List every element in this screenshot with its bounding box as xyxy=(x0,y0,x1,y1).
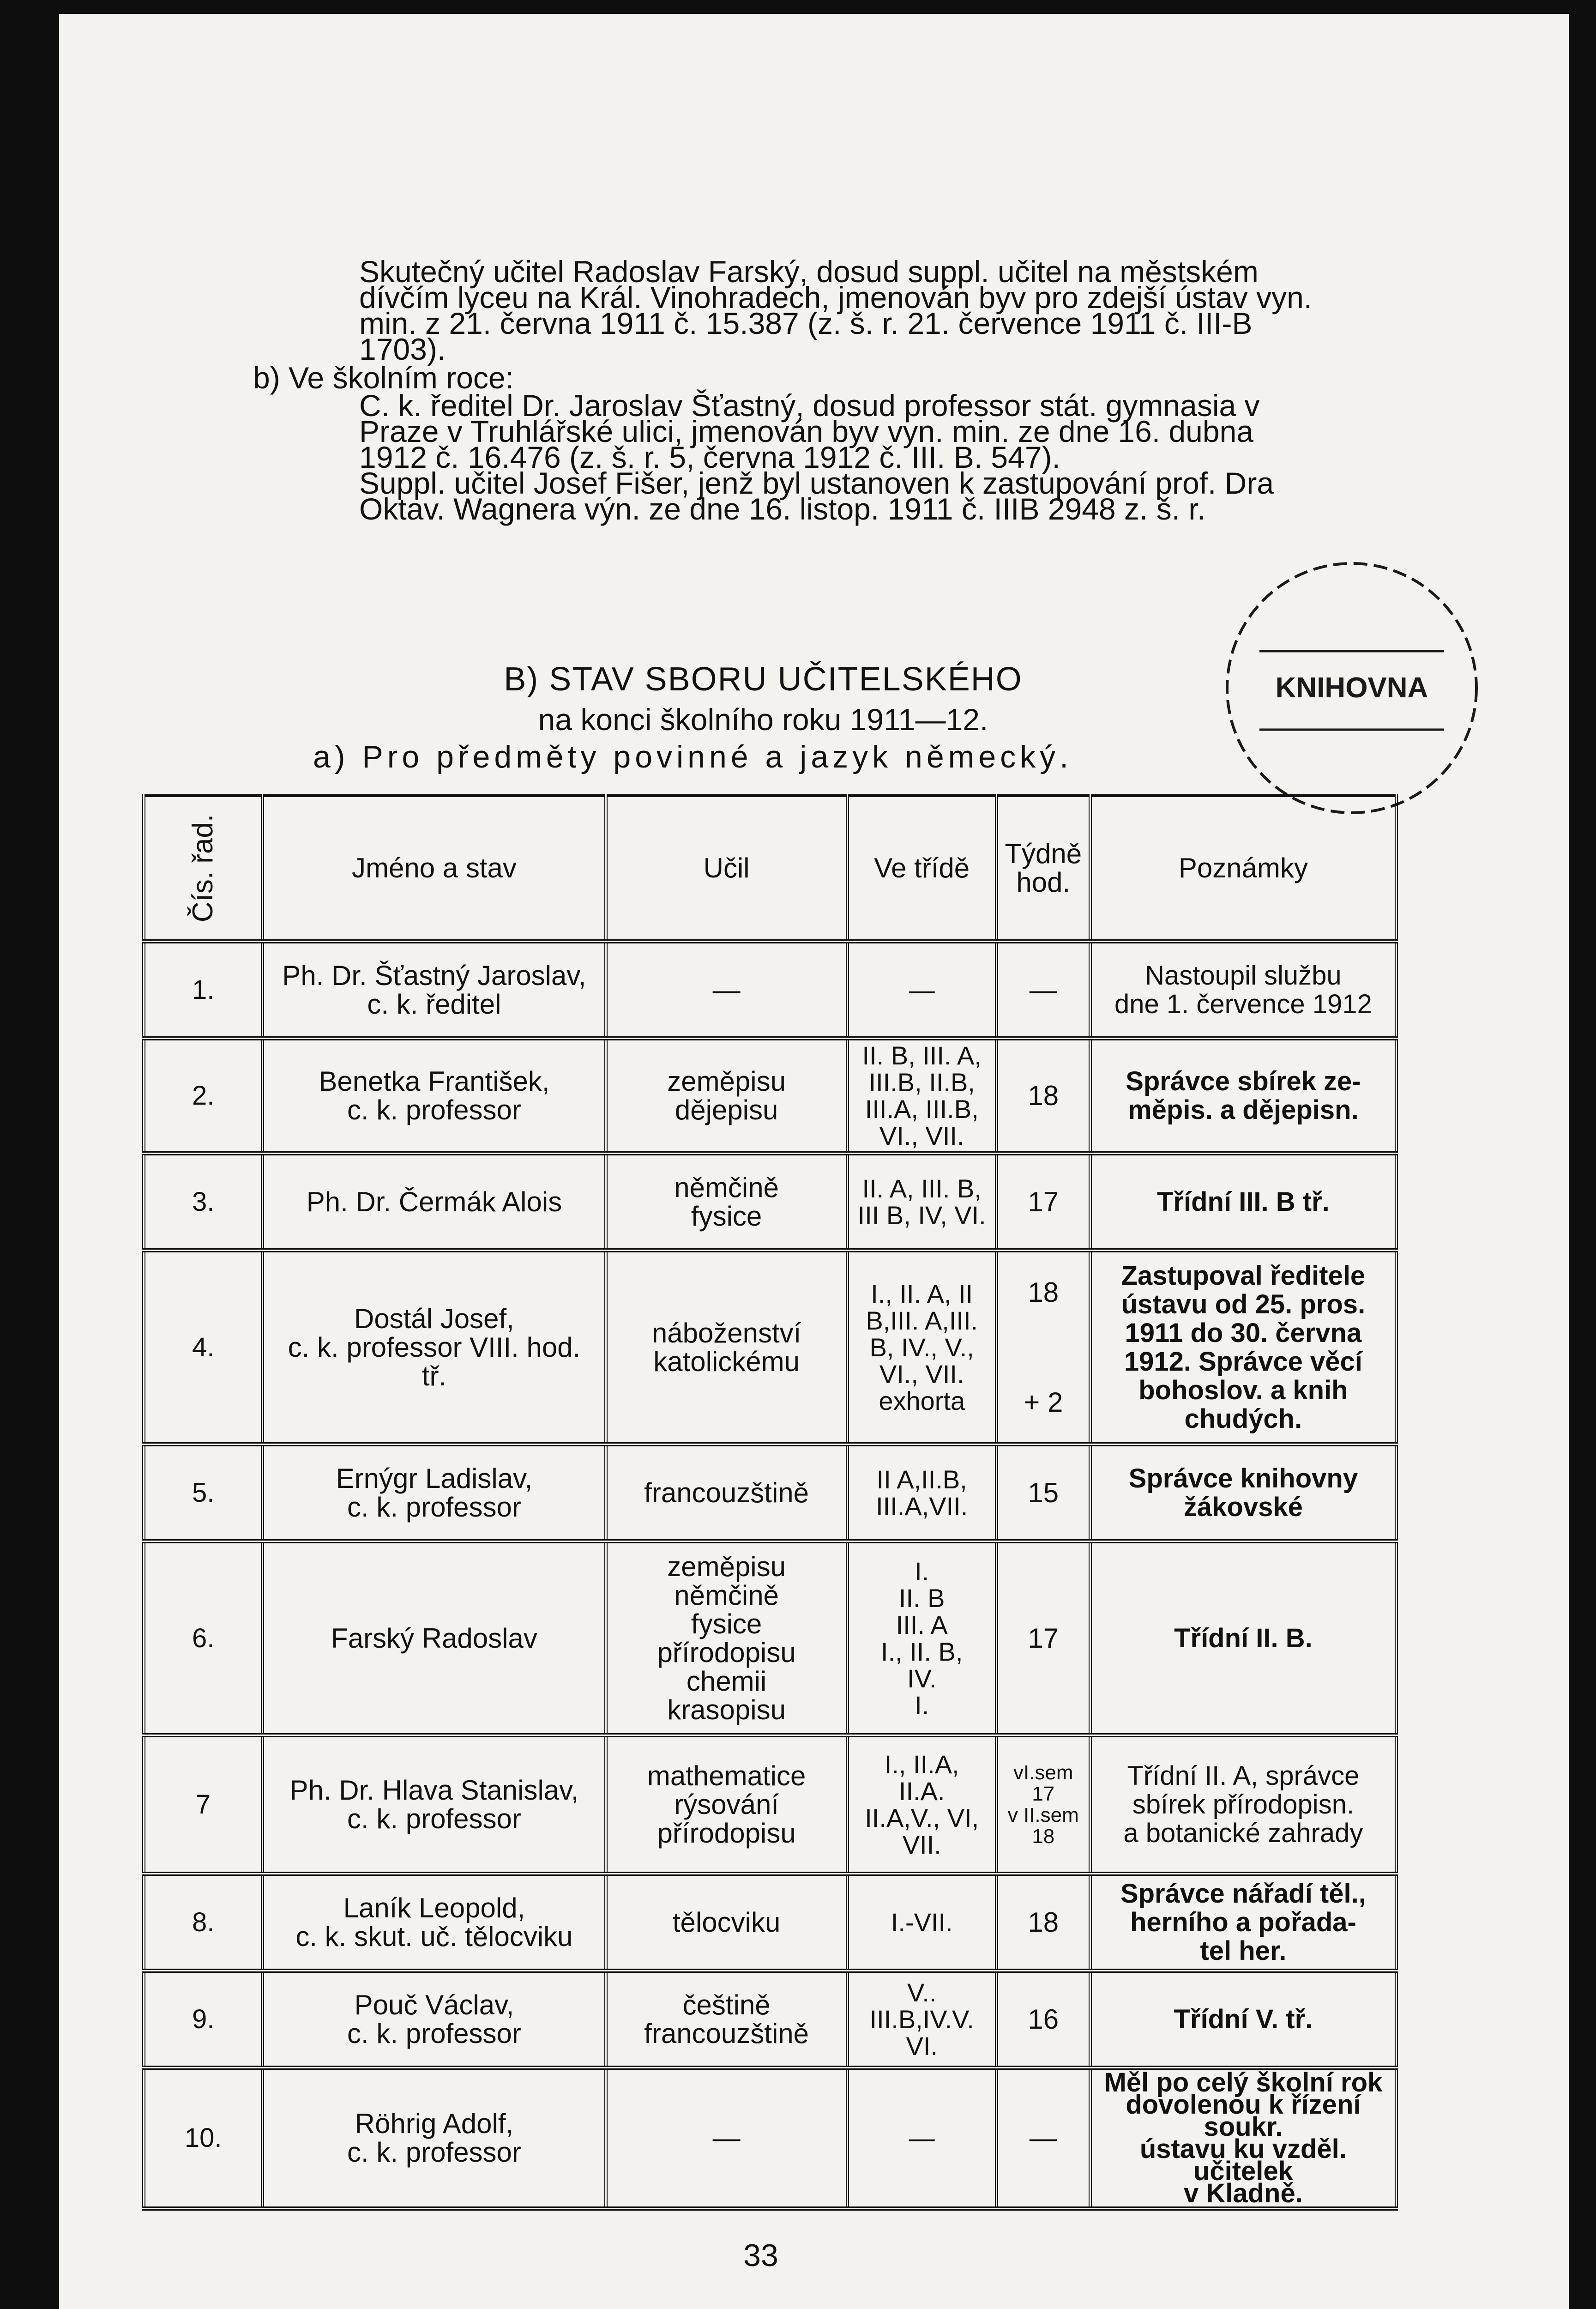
header-subject: Učil xyxy=(606,796,847,942)
row-subject: zeměpisu dějepisu xyxy=(606,1039,847,1154)
row-name: Pouč Václav, c. k. professor xyxy=(263,1971,606,2068)
row-classes: II. B, III. A, III.B, II.B, III.A, III.B, VI., VII. xyxy=(847,1039,996,1154)
header-number: Čís. řad. xyxy=(144,796,263,942)
row-classes: I.-VII. xyxy=(847,1874,996,1971)
intro-paragraph-fiser: Suppl. učitel Josef Fišer, jenž byl ustanoven k zastupování prof. Dra Oktav. Wagnera výn. ze dne 16. listop. 1911 č. IIIB 2948 z. š. r. xyxy=(359,466,1274,526)
table-row xyxy=(144,2068,1397,2209)
section-b-label: b) Ve školním roce: xyxy=(253,361,514,395)
table-header-row xyxy=(144,796,1397,942)
header-notes: Poznámky xyxy=(1090,796,1396,942)
page-number: 33 xyxy=(743,2238,778,2273)
row-notes: Měl po celý školní rok dovolenou k řízení soukr. ústavu ku vzděl. učitelek v Kladně. xyxy=(1090,2068,1396,2209)
row-name: Ph. Dr. Hlava Stanislav, c. k. professor xyxy=(263,1735,606,1874)
row-number: 4. xyxy=(144,1251,263,1445)
row-notes: Správce nářadí těl., herního a pořada- tel her. xyxy=(1090,1874,1396,1971)
row-notes: Zastupoval ředitele ústavu od 25. pros. 1911 do 30. června 1912. Správce věcí bohoslov. a knih chudých. xyxy=(1090,1251,1396,1445)
row-number: 2. xyxy=(144,1039,263,1154)
row-name: Farský Radoslav xyxy=(263,1541,606,1735)
row-subject: tělocviku xyxy=(606,1874,847,1971)
row-subject: francouzštině xyxy=(606,1445,847,1541)
row-classes: II. A, III. B, III B, IV, VI. xyxy=(847,1154,996,1251)
row-subject: — xyxy=(606,942,847,1039)
row-notes: Správce knihovny žákovské xyxy=(1090,1445,1396,1541)
row-number: 10. xyxy=(144,2068,263,2209)
row-hours: — xyxy=(996,942,1090,1039)
table-row xyxy=(144,942,1397,1039)
row-notes: Nastoupil službu dne 1. července 1912 xyxy=(1090,942,1396,1039)
row-name: Röhrig Adolf, c. k. professor xyxy=(263,2068,606,2209)
row-classes: I. II. B III. A I., II. B, IV. I. xyxy=(847,1541,996,1735)
section-subtitle: na konci školního roku 1911—12. xyxy=(538,702,988,737)
row-subject: náboženství katolickému xyxy=(606,1251,847,1445)
row-name: Benetka František, c. k. professor xyxy=(263,1039,606,1154)
section-title: B) STAV SBORU UČITELSKÉHO xyxy=(504,661,1023,698)
row-subject: — xyxy=(606,2068,847,2209)
row-name: Ph. Dr. Šťastný Jaroslav, c. k. ředitel xyxy=(263,942,606,1039)
document-page xyxy=(59,14,1569,2309)
row-hours: 18 xyxy=(996,1039,1090,1154)
row-hours: vI.sem 17 v II.sem 18 xyxy=(996,1735,1090,1874)
table-row xyxy=(144,1251,1397,1445)
table-row xyxy=(144,1154,1397,1251)
staff-table xyxy=(142,794,1398,2211)
row-hours-main: 18 xyxy=(1028,1276,1059,1308)
row-number: 5. xyxy=(144,1445,263,1541)
row-hours: 16 xyxy=(996,1971,1090,2068)
table-row xyxy=(144,1445,1397,1541)
row-hours xyxy=(996,1251,1090,1445)
row-name: Dostál Josef, c. k. professor VIII. hod. tř. xyxy=(263,1251,606,1445)
table-row xyxy=(144,1735,1397,1874)
row-classes: II A,II.B, III.A,VII. xyxy=(847,1445,996,1541)
row-number: 3. xyxy=(144,1154,263,1251)
row-notes: Třídní II. B. xyxy=(1090,1541,1396,1735)
row-subject: němčině fysice xyxy=(606,1154,847,1251)
row-classes: I., II.A, II.A. II.A,V., VI, VII. xyxy=(847,1735,996,1874)
row-notes: Třídní II. A, správce sbírek přírodopisn. a botanické zahrady xyxy=(1090,1735,1396,1874)
table-row xyxy=(144,1874,1397,1971)
row-hours: 17 xyxy=(996,1541,1090,1735)
header-classes: Ve třídě xyxy=(847,796,996,942)
header-hours: Týdně hod. xyxy=(996,796,1090,942)
row-classes: — xyxy=(847,2068,996,2209)
row-notes: Třídní III. B tř. xyxy=(1090,1154,1396,1251)
row-number: 6. xyxy=(144,1541,263,1735)
stamp-text: KNIHOVNA xyxy=(1275,672,1428,704)
row-hours-extra: + 2 xyxy=(1024,1386,1063,1418)
row-hours: 17 xyxy=(996,1154,1090,1251)
intro-paragraph-stastny: C. k. ředitel Dr. Jaroslav Šťastný, dosud professor stát. gymnasia v Praze v Truhlářské ulici, jmenován byv vyn. min. ze dne 16. dubna 1912 č. 16.476 (z. š. r. 5, června 1912 č. III. B. 547). xyxy=(359,388,1260,474)
row-name: Ph. Dr. Čermák Alois xyxy=(263,1154,606,1251)
header-name: Jméno a stav xyxy=(263,796,606,942)
row-name: Ernýgr Ladislav, c. k. professor xyxy=(263,1445,606,1541)
row-notes: Správce sbírek ze- měpis. a dějepisn. xyxy=(1090,1039,1396,1154)
row-subject: češtině francouzštině xyxy=(606,1971,847,2068)
row-number: 1. xyxy=(144,942,263,1039)
row-hours: 15 xyxy=(996,1445,1090,1541)
row-hours: — xyxy=(996,2068,1090,2209)
intro-text xyxy=(253,254,1315,526)
row-classes: V.. III.B,IV.V. VI. xyxy=(847,1971,996,2068)
table-row xyxy=(144,1541,1397,1735)
row-classes: — xyxy=(847,942,996,1039)
part-a-heading: a) Pro předměty povinné a jazyk německý. xyxy=(313,739,1073,774)
row-number: 7 xyxy=(144,1735,263,1874)
table-row xyxy=(144,1039,1397,1154)
row-subject: mathematice rýsování přírodopisu xyxy=(606,1735,847,1874)
row-hours: 18 xyxy=(996,1874,1090,1971)
row-number: 9. xyxy=(144,1971,263,2068)
row-notes: Třídní V. tř. xyxy=(1090,1971,1396,2068)
row-subject: zeměpisu němčině fysice přírodopisu chemii krasopisu xyxy=(606,1541,847,1735)
table-row xyxy=(144,1971,1397,2068)
intro-paragraph-farsky: Skutečný učitel Radoslav Farský, dosud suppl. učitel na městském dívčím lyceu na Král. Vinohradech, jmenován byv pro zdejší ústav vyn. min. z 21. června 1911 č. 15.387 (z. š. r. 21. července 1911 č. III-B 1703). xyxy=(359,254,1313,366)
row-number: 8. xyxy=(144,1874,263,1971)
row-name: Laník Leopold, c. k. skut. uč. tělocviku xyxy=(263,1874,606,1971)
row-classes: I., II. A, II B,III. A,III. B, IV., V., VI., VII. exhorta xyxy=(847,1251,996,1445)
